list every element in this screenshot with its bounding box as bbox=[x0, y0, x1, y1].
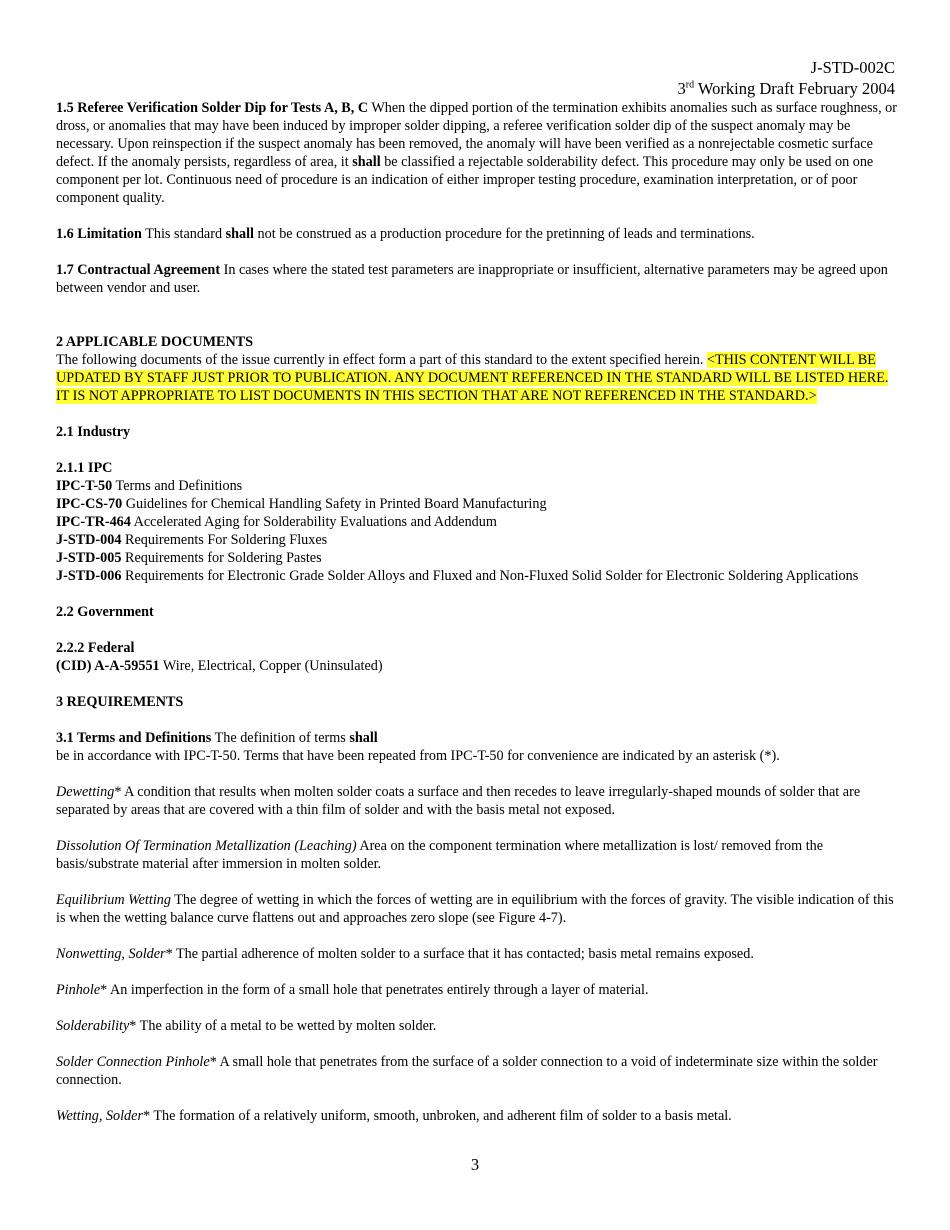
section-3-title: 3 REQUIREMENTS bbox=[56, 694, 184, 710]
section-2-2-title: 2.2 Government bbox=[56, 604, 154, 620]
section-2-body: The following documents of the issue currently in effect form a part of this standard to the extent specified herein. <THIS CONTENT WILL BE UPDATED BY STAFF JUST PRIOR TO PUBLICATION. ANY DOCUMENT REFERENCED IN THE STANDARD WILL BE LISTED HERE. IT IS NOT APPROPRIATE TO LIST DOCUMENTS IN THIS SECTION THAT ARE NOT REFERENCED IN THE STANDARD.> bbox=[56, 352, 889, 404]
doc-id: (CID) A-A-59551 bbox=[56, 658, 160, 674]
section-3-1: 3.1 Terms and Definitions The definition of terms shall bbox=[56, 730, 378, 746]
section-1-7: 1.7 Contractual Agreement In cases where the stated test parameters are inappropriate or insufficient, alternative parameters may be agreed upon between vendor and user. bbox=[56, 262, 888, 296]
section-2-title: 2 APPLICABLE DOCUMENTS bbox=[56, 334, 254, 350]
section-1-5: 1.5 Referee Verification Solder Dip for Tests A, B, C When the dipped portion of the termination exhibits anomalies such as surface roughness, or dross, or anomalies that may have been induced by improper solder dipping, a referee verification solder dip of the suspect anomaly may be necessary. Upon reinspection if the suspect anomaly has been removed, the anomaly will have been verified as a nonrejectable cosmetic surface defect. If the anomaly persists, regardless of area, it shall be classified a rejectable solderability defect. This procedure may only be used on one component per lot. Continuous need of procedure is an indication of either improper testing procedure, examination interpretation, or of poor component quality. bbox=[56, 100, 897, 206]
section-2-2-2-title: 2.2.2 Federal bbox=[56, 640, 135, 656]
definition-term: Solder Connection Pinhole bbox=[56, 1054, 210, 1070]
doc-id: J-STD-005 bbox=[56, 550, 122, 566]
section-3-1-body: be in accordance with IPC-T-50. Terms that have been repeated from IPC-T-50 for convenience are indicated by an asterisk (*). bbox=[56, 748, 780, 764]
section-1-6: 1.6 Limitation This standard shall not be construed as a production procedure for the pretinning of leads and terminations. bbox=[56, 226, 755, 242]
definition-item: Equilibrium Wetting The degree of wetting in which the forces of wetting are in equilibrium with the forces of gravity. The visible indication of this is when the wetting balance curve flattens out and approaches zero slope (see Figure 4-7). bbox=[56, 892, 894, 926]
definition-term: Equilibrium Wetting bbox=[56, 892, 171, 908]
section-2-1-title: 2.1 Industry bbox=[56, 424, 131, 440]
draft-number: 3 bbox=[677, 79, 686, 98]
editorial-note-highlight: <THIS CONTENT WILL BE UPDATED BY STAFF JUST PRIOR TO PUBLICATION. ANY DOCUMENT REFERENCED IN THE STANDARD WILL BE LISTED HERE. IT IS NOT APPROPRIATE TO LIST DOCUMENTS IN THIS SECTION THAT ARE NOT REFERENCED IN THE STANDARD.> bbox=[56, 352, 889, 404]
definition-term: Dissolution Of Termination Metallization (Leaching) bbox=[56, 838, 357, 854]
definition-term: Wetting, Solder bbox=[56, 1108, 143, 1124]
shall-keyword: shall bbox=[349, 730, 378, 746]
shall-keyword: shall bbox=[352, 154, 381, 170]
draft-ordinal: rd bbox=[685, 79, 695, 91]
section-1-6-title: 1.6 Limitation bbox=[56, 226, 142, 242]
document-id: J-STD-002C bbox=[810, 58, 895, 77]
page-number: 3 bbox=[470, 1155, 480, 1174]
doc-id: J-STD-004 bbox=[56, 532, 122, 548]
definition-item: Pinhole* An imperfection in the form of a small hole that penetrates entirely through a layer of material. bbox=[56, 982, 649, 998]
doc-id: IPC-T-50 bbox=[56, 478, 113, 494]
definition-item: Dewetting* A condition that results when molten solder coats a surface and then recedes to leave irregularly-shaped mounds of solder that are separated by areas that are covered with a thin film of solder and with the basis metal not exposed. bbox=[56, 784, 861, 818]
list-item: J-STD-005 Requirements for Soldering Pastes bbox=[56, 550, 322, 566]
draft-label bbox=[677, 78, 895, 99]
list-item: J-STD-004 Requirements For Soldering Fluxes bbox=[56, 532, 328, 548]
page-body bbox=[56, 99, 898, 1125]
section-1-5-title: 1.5 Referee Verification Solder Dip for Tests A, B, C bbox=[56, 100, 369, 116]
definition-term: Pinhole bbox=[56, 982, 101, 998]
page-header bbox=[677, 57, 895, 99]
section-2-1-1-title: 2.1.1 IPC bbox=[56, 460, 113, 476]
list-item: IPC-T-50 Terms and Definitions bbox=[56, 478, 243, 494]
section-1-7-title: 1.7 Contractual Agreement bbox=[56, 262, 221, 278]
doc-id: IPC-CS-70 bbox=[56, 496, 123, 512]
list-item: (CID) A-A-59551 Wire, Electrical, Copper (Uninsulated) bbox=[56, 658, 383, 674]
doc-id: J-STD-006 bbox=[56, 568, 122, 584]
draft-text: Working Draft February 2004 bbox=[694, 79, 895, 98]
list-item: J-STD-006 Requirements for Electronic Grade Solder Alloys and Fluxed and Non-Fluxed Solid Solder for Electronic Soldering Applications bbox=[56, 568, 859, 584]
definition-item: Wetting, Solder* The formation of a relatively uniform, smooth, unbroken, and adherent film of solder to a basis metal. bbox=[56, 1108, 732, 1124]
doc-id: IPC-TR-464 bbox=[56, 514, 131, 530]
ipc-document-list bbox=[56, 477, 898, 585]
definition-term: Dewetting bbox=[56, 784, 115, 800]
shall-keyword: shall bbox=[225, 226, 254, 242]
definition-item: Nonwetting, Solder* The partial adherence of molten solder to a surface that it has contacted; basis metal remains exposed. bbox=[56, 946, 754, 962]
definition-item: Solder Connection Pinhole* A small hole that penetrates from the surface of a solder connection to a void of indeterminate size within the solder connection. bbox=[56, 1054, 878, 1088]
definition-term: Solderability bbox=[56, 1018, 130, 1034]
list-item: IPC-CS-70 Guidelines for Chemical Handling Safety in Printed Board Manufacturing bbox=[56, 496, 547, 512]
section-3-1-title: 3.1 Terms and Definitions bbox=[56, 730, 212, 746]
definition-term: Nonwetting, Solder bbox=[56, 946, 166, 962]
definition-item: Solderability* The ability of a metal to be wetted by molten solder. bbox=[56, 1018, 437, 1034]
definition-item: Dissolution Of Termination Metallization (Leaching) Area on the component termination where metallization is lost/ removed from the basis/substrate material after immersion in molten solder. bbox=[56, 838, 824, 872]
list-item: IPC-TR-464 Accelerated Aging for Solderability Evaluations and Addendum bbox=[56, 514, 497, 530]
